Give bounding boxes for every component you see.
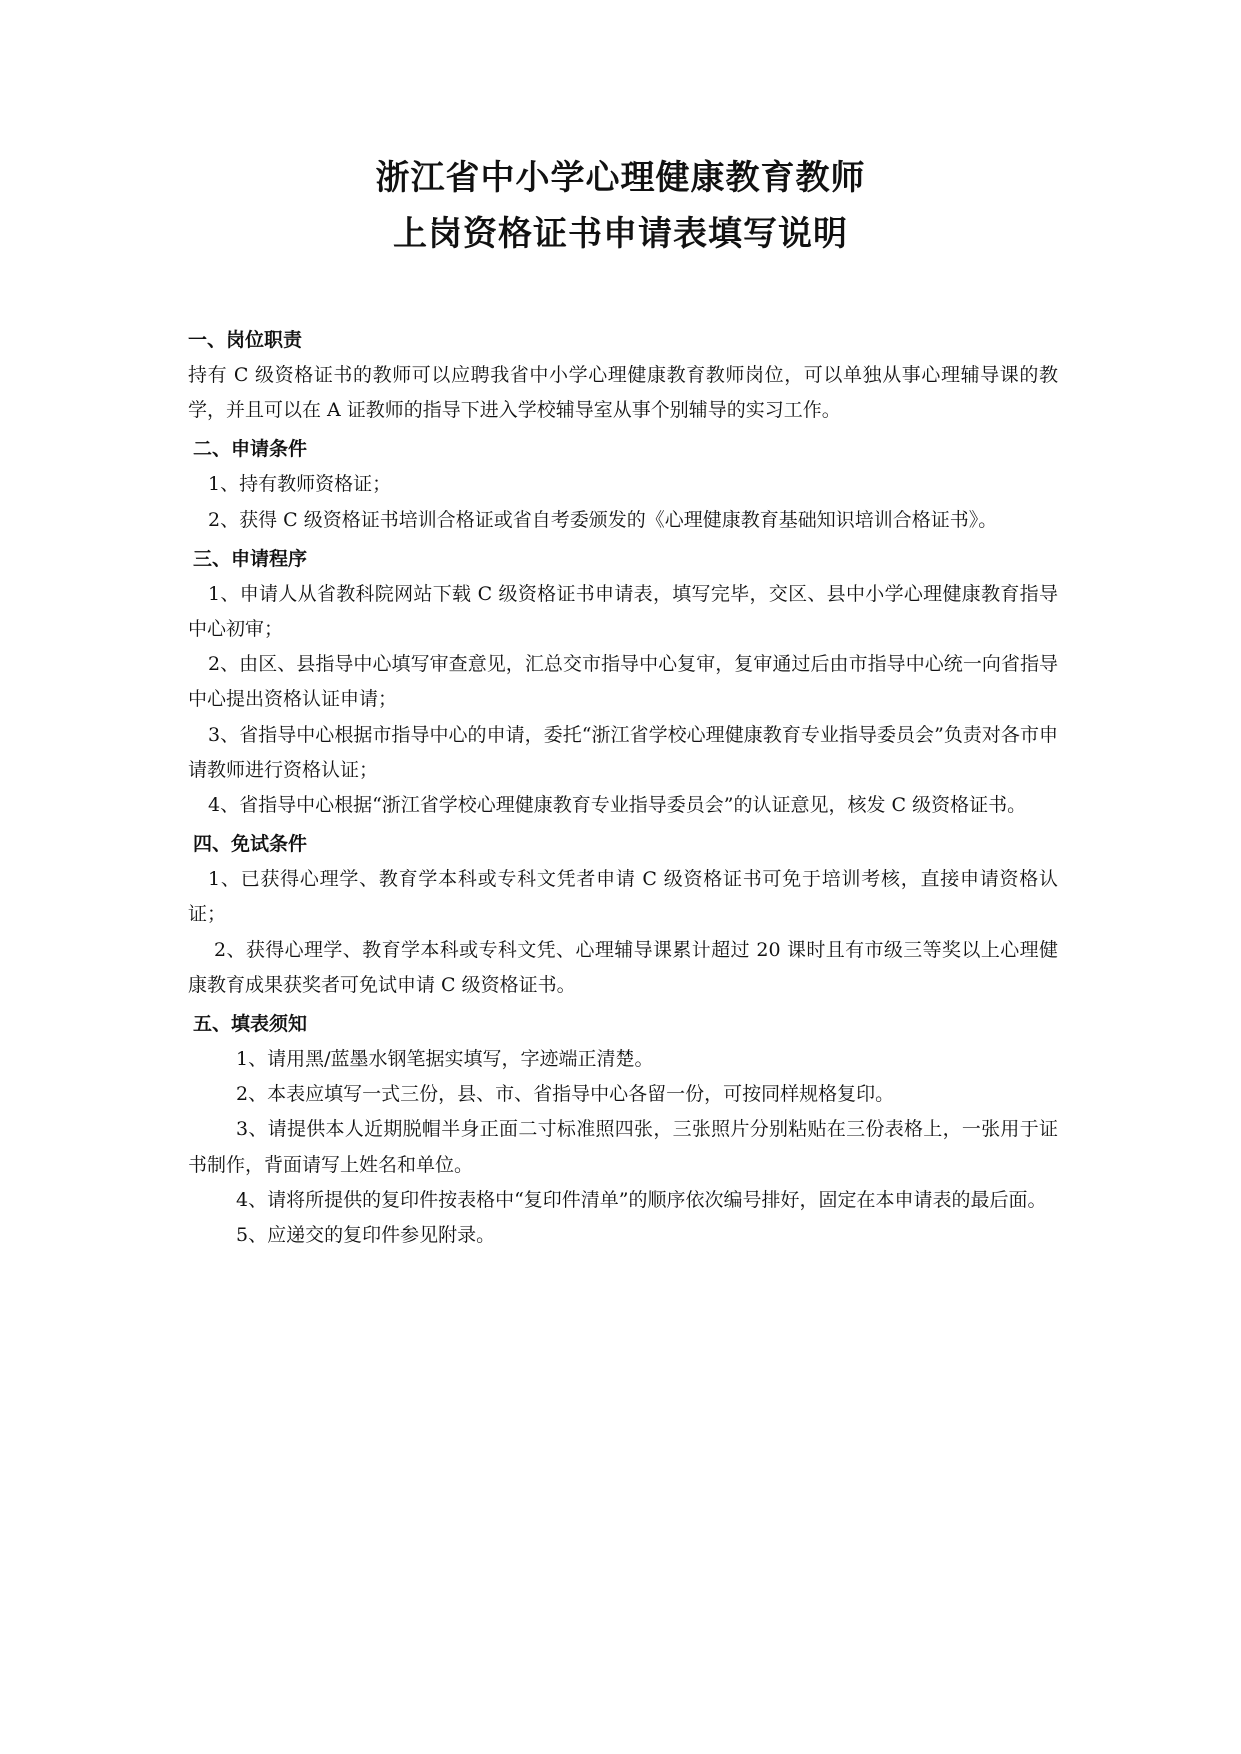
paragraph: 1、已获得心理学、教育学本科或专科文凭者申请 C 级资格证书可免于培训考核，直接申请资格认证； xyxy=(188,868,1058,926)
paragraph: 4、省指导中心根据“浙江省学校心理健康教育专业指导委员会”的认证意见，核发 C 级资格证书。 xyxy=(208,794,1027,817)
section-job-duties xyxy=(188,322,1058,428)
paragraph: 2、本表应填写一式三份，县、市、省指导中心各留一份，可按同样规格复印。 xyxy=(236,1083,895,1106)
paragraph: 2、获得 C 级资格证书培训合格证或省自考委颁发的《心理健康教育基础知识培训合格证书》。 xyxy=(208,508,998,531)
paragraph: 1、请用黑/蓝墨水钢笔据实填写，字迹端正清楚。 xyxy=(236,1048,654,1071)
section-exemption-conditions xyxy=(188,826,1058,1003)
paragraph: 4、请将所提供的复印件按表格中“复印件清单”的顺序依次编号排好，固定在本申请表的最后面。 xyxy=(236,1188,1047,1211)
paragraph: 2、获得心理学、教育学本科或专科文凭、心理辅导课累计超过 20 课时且有市级三等奖以上心理健康教育成果获奖者可免试申请 C 级资格证书。 xyxy=(188,938,1058,996)
section-heading: 五、填表须知 xyxy=(193,1013,308,1036)
section-heading: 二、申请条件 xyxy=(193,438,308,461)
title-line-1: 浙江省中小学心理健康教育教师 xyxy=(375,158,866,198)
section-heading: 一、岗位职责 xyxy=(188,329,303,351)
paragraph: 1、持有教师资格证； xyxy=(208,473,392,496)
document-title xyxy=(0,150,1241,262)
section-form-instructions xyxy=(188,1006,1058,1253)
title-line-2: 上岗资格证书申请表填写说明 xyxy=(393,214,848,254)
paragraph: 1、申请人从省教科院网站下载 C 级资格证书申请表，填写完毕，交区、县中小学心理健康教育指导中心初审； xyxy=(188,582,1058,641)
section-heading: 三、申请程序 xyxy=(193,547,308,570)
paragraph: 2、由区、县指导中心填写审查意见，汇总交市指导中心复审，复审通过后由市指导中心统一向省指导中心提出资格认证申请； xyxy=(188,653,1058,711)
section-application-procedure xyxy=(188,541,1058,823)
paragraph: 持有 C 级资格证书的教师可以应聘我省中小学心理健康教育教师岗位，可以单独从事心理辅导课的教学，并且可以在 A 证教师的指导下进入学校辅导室从事个别辅导的实习工作。 xyxy=(188,364,1058,422)
section-application-conditions xyxy=(188,431,1058,537)
paragraph: 3、请提供本人近期脱帽半身正面二寸标准照四张，三张照片分别粘贴在三份表格上，一张用于证书制作，背面请写上姓名和单位。 xyxy=(188,1118,1058,1176)
paragraph: 5、应递交的复印件参见附录。 xyxy=(236,1224,496,1247)
paragraph: 3、省指导中心根据市指导中心的申请，委托“浙江省学校心理健康教育专业指导委员会”负责对各市申请教师进行资格认证； xyxy=(188,723,1058,781)
document-body xyxy=(188,322,1058,1253)
section-heading: 四、免试条件 xyxy=(193,833,308,856)
